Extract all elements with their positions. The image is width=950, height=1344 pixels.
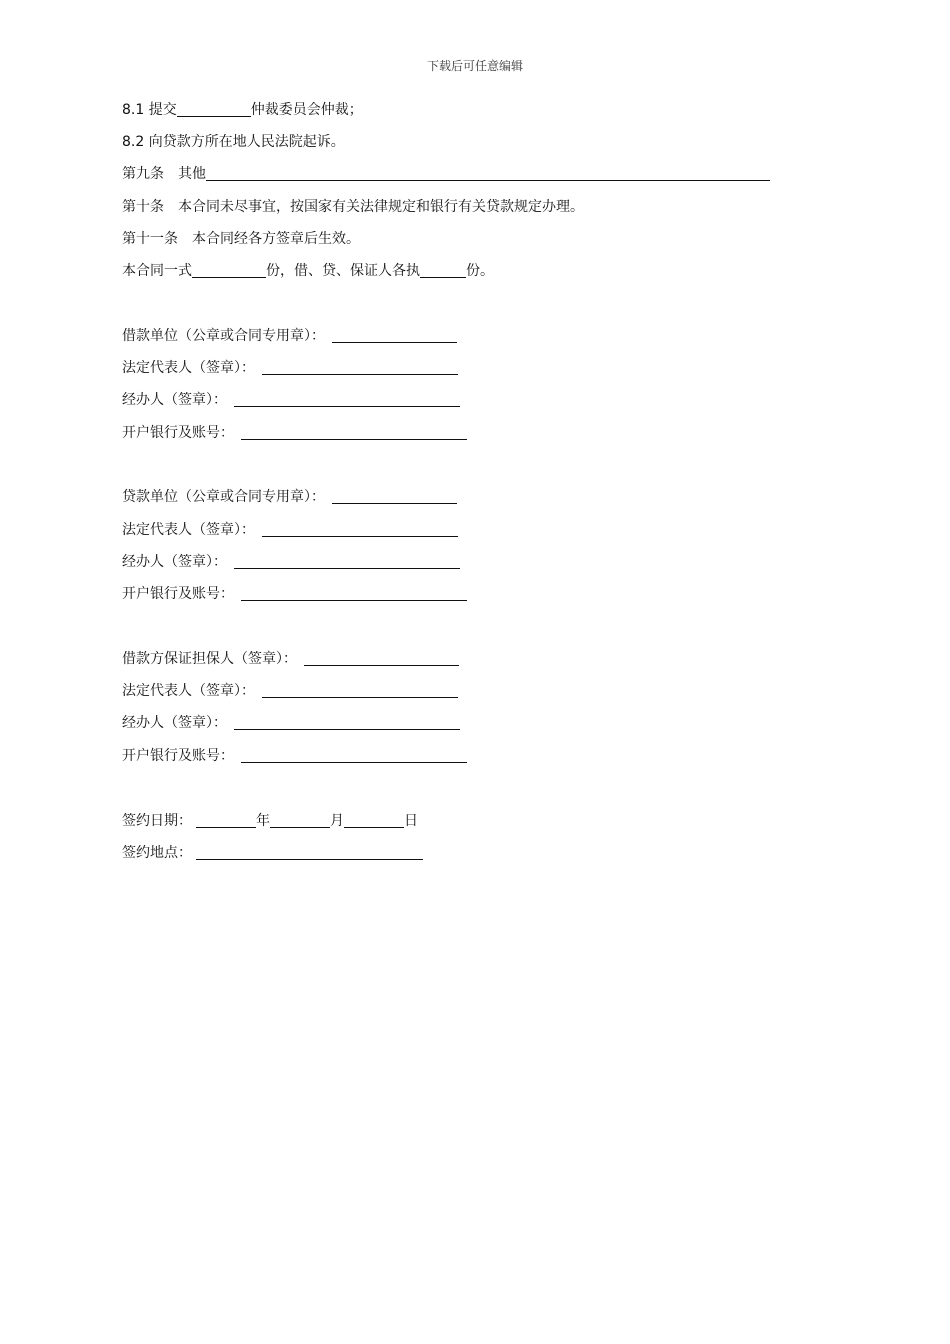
copies-clause bbox=[122, 261, 494, 281]
lender-legal-rep-blank[interactable] bbox=[262, 521, 458, 537]
guarantor-legal-rep-blank[interactable] bbox=[262, 682, 458, 698]
guarantor-unit-label: 借款方保证担保人（签章）： bbox=[122, 651, 297, 667]
signing-date-line bbox=[122, 811, 418, 831]
each-party-copies-blank[interactable] bbox=[420, 262, 466, 278]
borrower-legal-rep-line bbox=[122, 358, 458, 378]
signing-year-blank[interactable] bbox=[196, 812, 256, 828]
total-copies-blank[interactable] bbox=[192, 262, 266, 278]
guarantor-agent-line bbox=[122, 713, 460, 733]
lender-bank-blank[interactable] bbox=[241, 585, 467, 601]
clause-9 bbox=[122, 164, 770, 184]
guarantor-unit-line bbox=[122, 649, 459, 669]
borrower-agent-line bbox=[122, 390, 460, 410]
lender-unit-line bbox=[122, 487, 457, 507]
signing-day-blank[interactable] bbox=[344, 812, 404, 828]
signing-year-label: 年 bbox=[256, 813, 270, 829]
lender-bank-line bbox=[122, 584, 467, 604]
clause-9-title: 第九条 bbox=[122, 166, 164, 182]
clause-11-text: 本合同经各方签章后生效。 bbox=[192, 231, 360, 247]
borrower-legal-rep-blank[interactable] bbox=[262, 359, 458, 375]
clause-11 bbox=[122, 229, 360, 249]
page-header-note: 下载后可任意编辑 bbox=[426, 59, 523, 73]
signing-month-label: 月 bbox=[330, 813, 344, 829]
signing-place-blank[interactable] bbox=[196, 844, 423, 860]
lender-legal-rep-line bbox=[122, 520, 458, 540]
clause-8-2: 8.2 向贷款方所在地人民法院起诉。 bbox=[122, 134, 345, 150]
clause-11-title: 第十一条 bbox=[122, 231, 178, 247]
lender-bank-label: 开户银行及账号： bbox=[122, 586, 234, 602]
copies-middle: 份，借、贷、保证人各执 bbox=[266, 263, 420, 279]
copies-prefix: 本合同一式 bbox=[122, 263, 192, 279]
borrower-bank-label: 开户银行及账号： bbox=[122, 425, 234, 441]
borrower-legal-rep-label: 法定代表人（签章）： bbox=[122, 360, 255, 376]
clause-10-title: 第十条 bbox=[122, 199, 164, 215]
clause-9-text: 其他 bbox=[178, 166, 206, 182]
borrower-unit-label: 借款单位（公章或合同专用章）： bbox=[122, 328, 325, 344]
clause-8-1 bbox=[122, 100, 363, 120]
guarantor-bank-line bbox=[122, 746, 467, 766]
borrower-unit-line bbox=[122, 326, 457, 346]
guarantor-unit-blank[interactable] bbox=[304, 650, 459, 666]
guarantor-bank-label: 开户银行及账号： bbox=[122, 748, 234, 764]
signing-date-label: 签约日期： bbox=[122, 813, 192, 829]
signing-place-label: 签约地点： bbox=[122, 845, 192, 861]
signing-place-line bbox=[122, 843, 423, 863]
lender-legal-rep-label: 法定代表人（签章）： bbox=[122, 522, 255, 538]
arbitration-committee-blank[interactable] bbox=[177, 101, 251, 117]
lender-agent-line bbox=[122, 552, 460, 572]
lender-agent-blank[interactable] bbox=[234, 553, 460, 569]
signing-day-label: 日 bbox=[404, 813, 418, 829]
signing-month-blank[interactable] bbox=[270, 812, 330, 828]
lender-agent-label: 经办人（签章）： bbox=[122, 554, 227, 570]
borrower-unit-blank[interactable] bbox=[332, 327, 457, 343]
other-terms-blank[interactable] bbox=[206, 165, 770, 181]
guarantor-agent-label: 经办人（签章）： bbox=[122, 715, 227, 731]
borrower-bank-blank[interactable] bbox=[241, 424, 467, 440]
guarantor-agent-blank[interactable] bbox=[234, 714, 460, 730]
borrower-bank-line bbox=[122, 423, 467, 443]
borrower-agent-label: 经办人（签章）： bbox=[122, 392, 227, 408]
clause-10-text: 本合同未尽事宜，按国家有关法律规定和银行有关贷款规定办理。 bbox=[178, 199, 584, 215]
lender-unit-label: 贷款单位（公章或合同专用章）： bbox=[122, 489, 325, 505]
clause-8-1-suffix: 仲裁委员会仲裁； bbox=[250, 102, 363, 118]
clause-8-1-prefix: 8.1 提交 bbox=[122, 102, 177, 118]
copies-suffix: 份。 bbox=[466, 263, 494, 279]
lender-unit-blank[interactable] bbox=[332, 488, 457, 504]
clause-10 bbox=[122, 197, 584, 217]
borrower-agent-blank[interactable] bbox=[234, 391, 460, 407]
guarantor-legal-rep-line bbox=[122, 681, 458, 701]
guarantor-legal-rep-label: 法定代表人（签章）： bbox=[122, 683, 255, 699]
guarantor-bank-blank[interactable] bbox=[241, 747, 467, 763]
